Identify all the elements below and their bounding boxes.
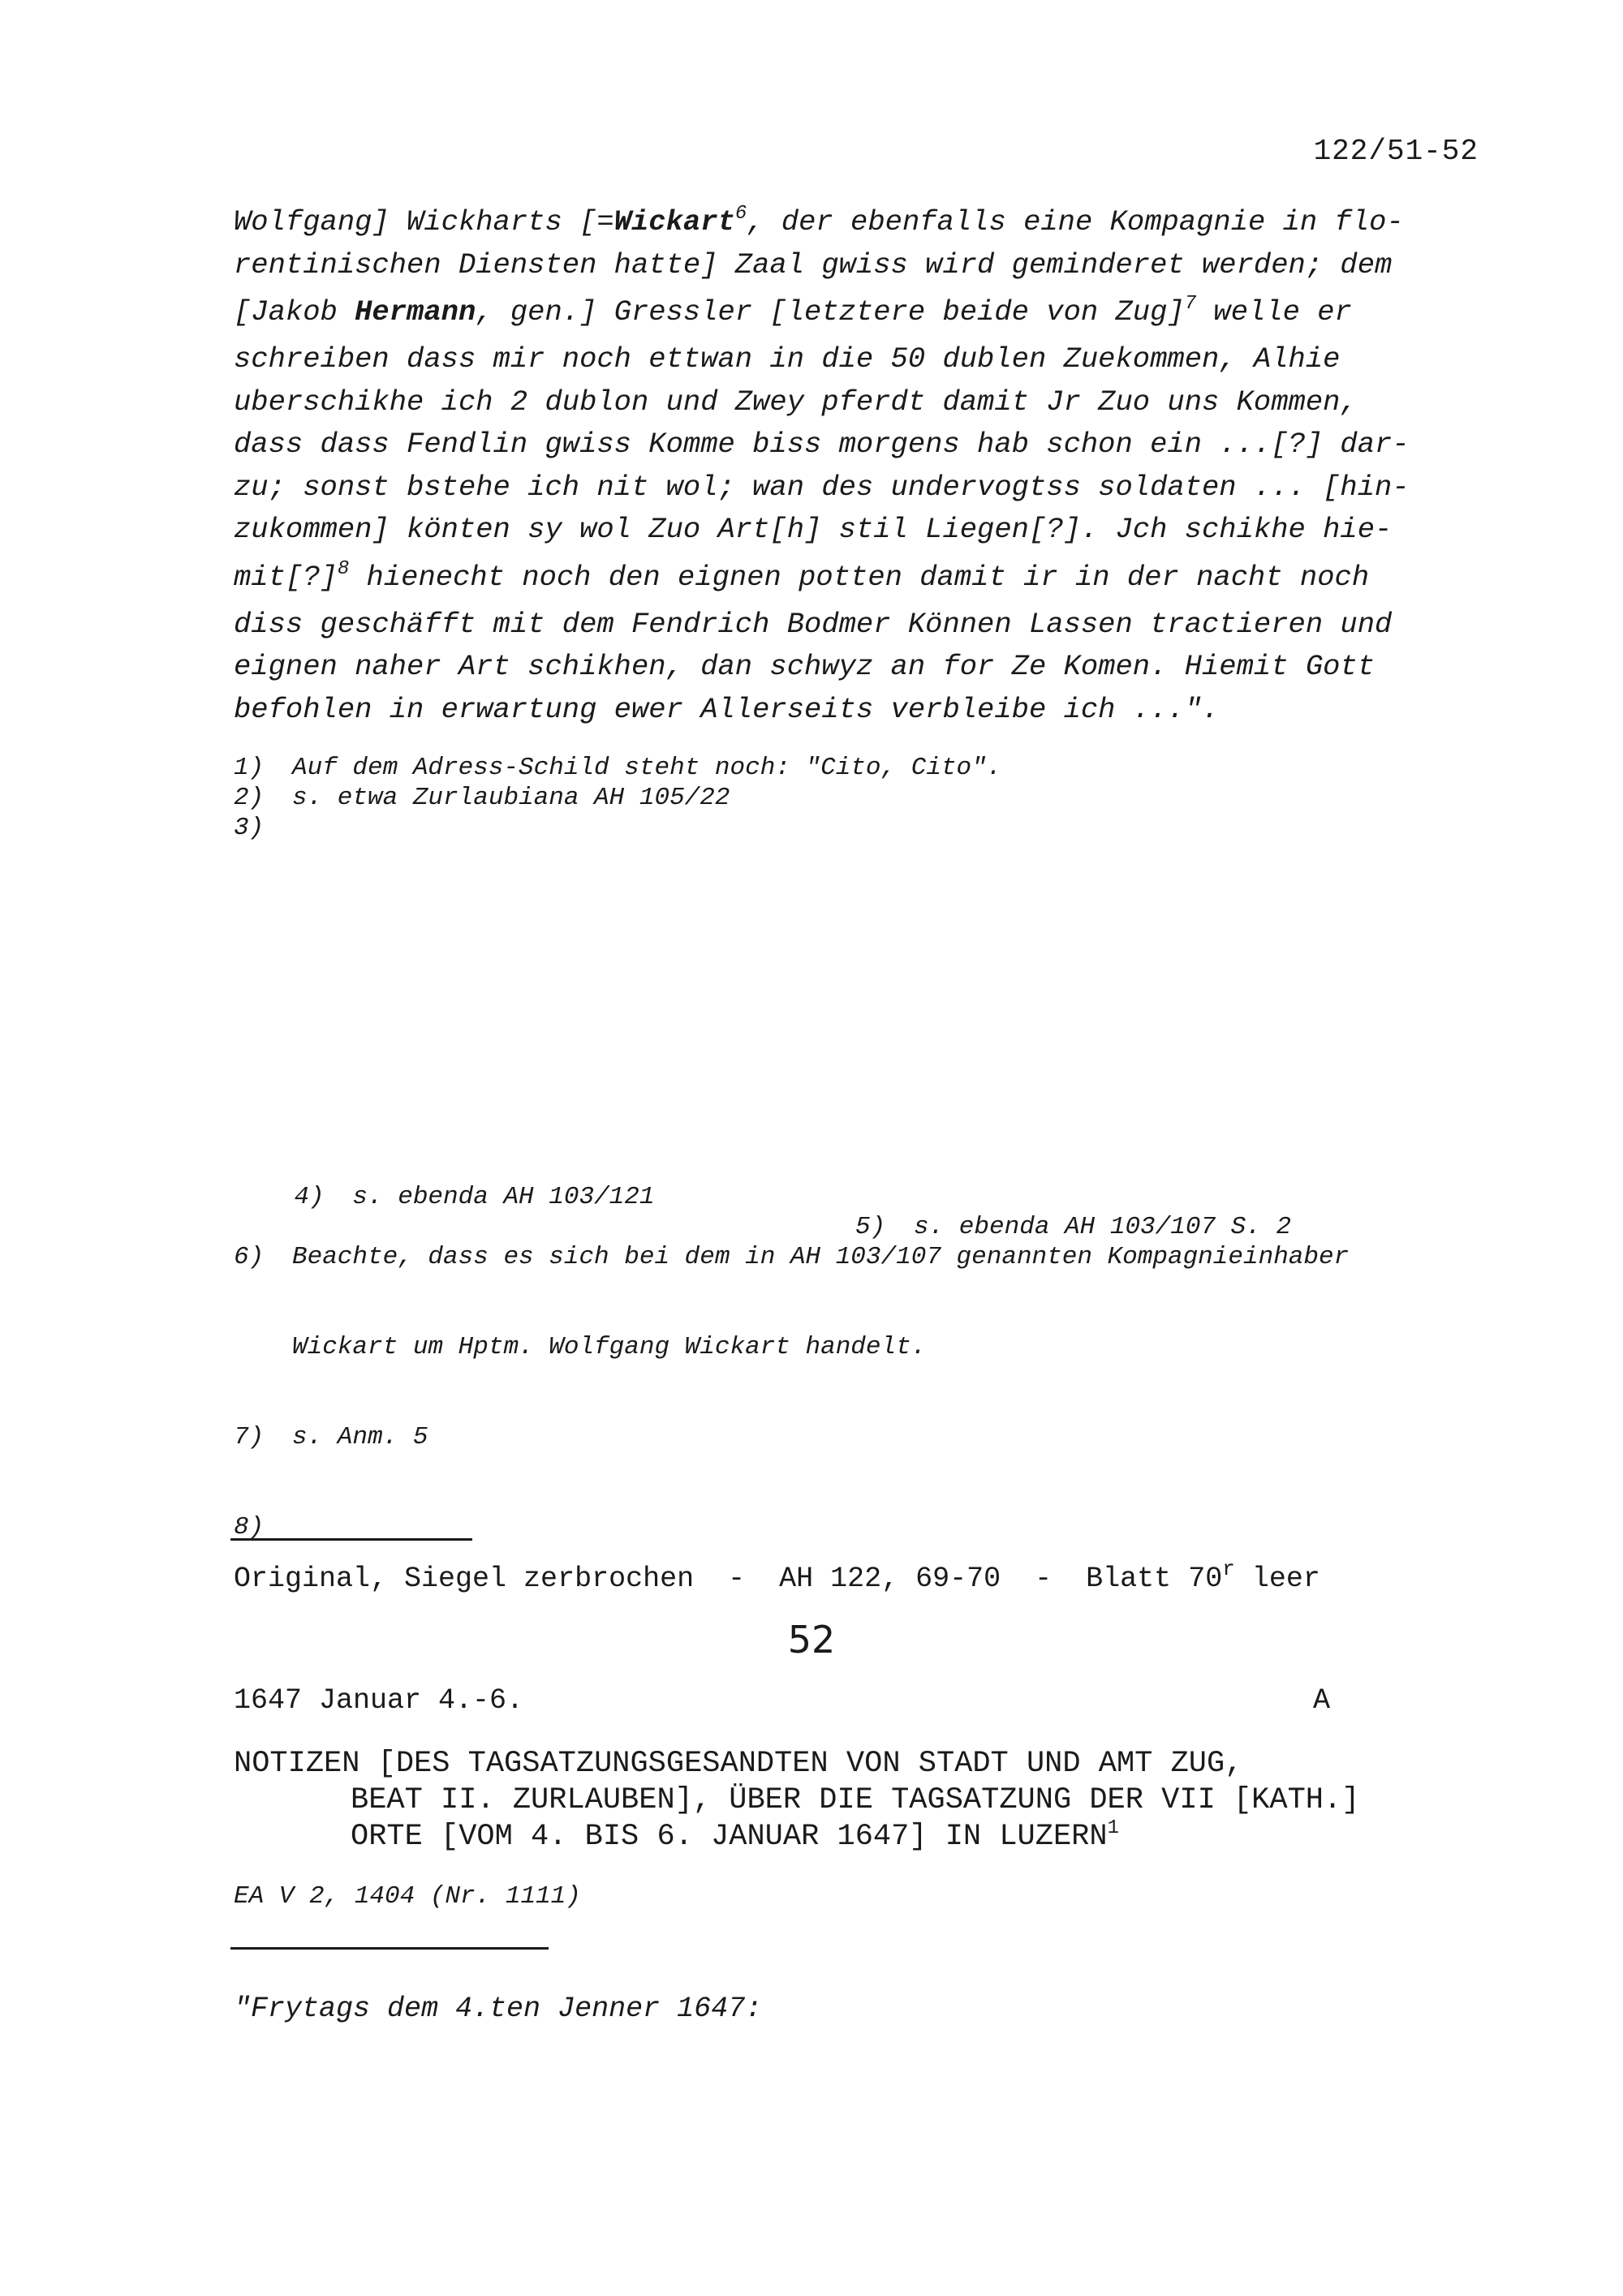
body-text-segment: hienecht noch den eignen potten damit ir in der nacht noch: [349, 560, 1370, 594]
body-text-segment: uberschikhe ich 2 dublon und Zwey pferdt damit Jr Zuo uns Kommen,: [234, 385, 1358, 419]
footnote-6: [234, 1242, 1349, 1272]
reference-divider-rule: [230, 1947, 549, 1950]
footnote-number: 1): [234, 754, 265, 782]
document-text-start: "Frytags dem 4.ten Jenner 1647:: [234, 1993, 763, 2025]
footnote-marker: 8: [337, 557, 350, 580]
body-line: [234, 467, 1500, 510]
footnote-number: 2): [234, 784, 265, 812]
body-text-segment: zu; sonst bstehe ich nit wol; wan des undervogtss soldaten ... [hin-: [234, 470, 1410, 504]
body-text-segment: mit[?]: [234, 560, 338, 594]
document-reference: EA V 2, 1404 (Nr. 1111): [234, 1882, 581, 1911]
source-note-suffix: leer: [1234, 1563, 1320, 1595]
document-title-line-2: BEAT II. ZURLAUBEN], ÜBER DIE TAGSATZUNG DER VII [KATH.]: [351, 1783, 1360, 1817]
body-text-segment: dass dass Fendlin gwiss Komme biss morgens hab schon ein ...[?] dar-: [234, 428, 1410, 461]
footnote-6-text-continued: Wickart um Hptm. Wolfgang Wickart handelt.: [292, 1333, 927, 1361]
body-line: [234, 509, 1500, 552]
source-note: [234, 1557, 1320, 1595]
body-line: [234, 604, 1500, 647]
footnote-7-number: 7): [234, 1423, 265, 1451]
footnote-6-number: 6): [234, 1243, 265, 1271]
footnote-4-text: s. ebenda AH 103/121: [352, 1183, 655, 1211]
document-title-line-3-text: ORTE [VOM 4. BIS 6. JANUAR 1647] IN LUZERN: [351, 1820, 1108, 1854]
footnote-2: [234, 783, 1001, 813]
footnote-4-number: 4): [294, 1183, 325, 1211]
document-title: [234, 1746, 1359, 1855]
footnote-row-4-5: [234, 1152, 1349, 1241]
body-line: [234, 552, 1500, 604]
body-line: [234, 286, 1500, 338]
body-text-segment: diss geschäfft mit dem Fendrich Bodmer Können Lassen tractieren und: [234, 607, 1393, 641]
footnote-marker: 7: [1184, 293, 1197, 315]
body-line: [234, 201, 1500, 244]
body-text-segment: welle er: [1196, 295, 1352, 329]
document-title-footnote-marker: 1: [1107, 1817, 1119, 1839]
page-number: 122/51-52: [1313, 135, 1479, 168]
body-line: [234, 646, 1500, 689]
footnote-text: s. etwa Zurlaubiana AH 105/22: [292, 784, 730, 812]
document-number: 52: [787, 1618, 836, 1662]
footnotes-group-1: [234, 753, 1001, 843]
footnote-6-continuation: [234, 1332, 1349, 1362]
footnote-8-number: 8): [234, 1513, 265, 1541]
footnote-5: [855, 1212, 1291, 1242]
body-text-segment: befohlen in erwartung ewer Allerseits verbleibe ich ...".: [234, 692, 1220, 726]
body-text-segment: rentinischen Diensten hatte] Zaal gwiss wird geminderet werden; dem: [234, 247, 1393, 282]
section-divider-rule: [230, 1538, 472, 1541]
footnote-6-text: Beachte, dass es sich bei dem in AH 103/107 genannten Kompagnieinhaber: [292, 1243, 1350, 1271]
body-line: [234, 338, 1500, 381]
letter-body-text: [234, 201, 1500, 731]
footnote-number: 3): [234, 814, 265, 842]
footnotes-group-2: [234, 1092, 1349, 1572]
footnote-5-text: s. ebenda AH 103/107 S. 2: [914, 1213, 1292, 1241]
body-text-segment: , der ebenfalls eine Kompagnie in flo-: [747, 205, 1404, 239]
source-note-text: Original, Siegel zerbrochen - AH 122, 69-70 - Blatt 70: [234, 1563, 1223, 1595]
document-title-line-3: [234, 1819, 1359, 1855]
document-title-line-1: NOTIZEN [DES TAGSATZUNGSGESANDTEN VON STADT UND AMT ZUG,: [234, 1747, 1243, 1781]
document-letter-code: A: [1313, 1684, 1331, 1717]
footnote-7: [234, 1422, 1349, 1452]
footnote-marker: 6: [734, 203, 747, 225]
body-line: [234, 244, 1500, 287]
body-text-segment: Wolfgang] Wickharts [=: [234, 205, 614, 239]
body-line: [234, 689, 1500, 732]
body-line: [234, 381, 1500, 424]
footnote-text: Auf dem Adress-Schild steht noch: "Cito, Cito".: [292, 754, 1002, 782]
bold-name: Hermann: [355, 295, 476, 329]
footnote-7-text: s. Anm. 5: [292, 1423, 428, 1451]
footnote-1: [234, 753, 1001, 783]
body-text-segment: [Jakob: [234, 295, 355, 329]
body-text-segment: zukommen] könten sy wol Zuo Art[h] stil Liegen[?]. Jch schikhe hie-: [234, 513, 1393, 546]
document-date: 1647 Januar 4.-6.: [234, 1684, 524, 1717]
footnote-5-number: 5): [855, 1213, 886, 1241]
source-note-superscript: r: [1222, 1557, 1235, 1581]
body-line: [234, 424, 1500, 467]
body-text-segment: , gen.] Gressler [letztere beide von Zug]: [476, 295, 1185, 329]
body-text-segment: schreiben dass mir noch ettwan in die 50 dublen Zuekommen, Alhie: [234, 342, 1341, 376]
bold-name: Wickart: [613, 205, 735, 239]
footnote-3: [234, 813, 1001, 843]
body-text-segment: eignen naher Art schikhen, dan schwyz an for Ze Komen. Hiemit Gott: [234, 650, 1375, 683]
